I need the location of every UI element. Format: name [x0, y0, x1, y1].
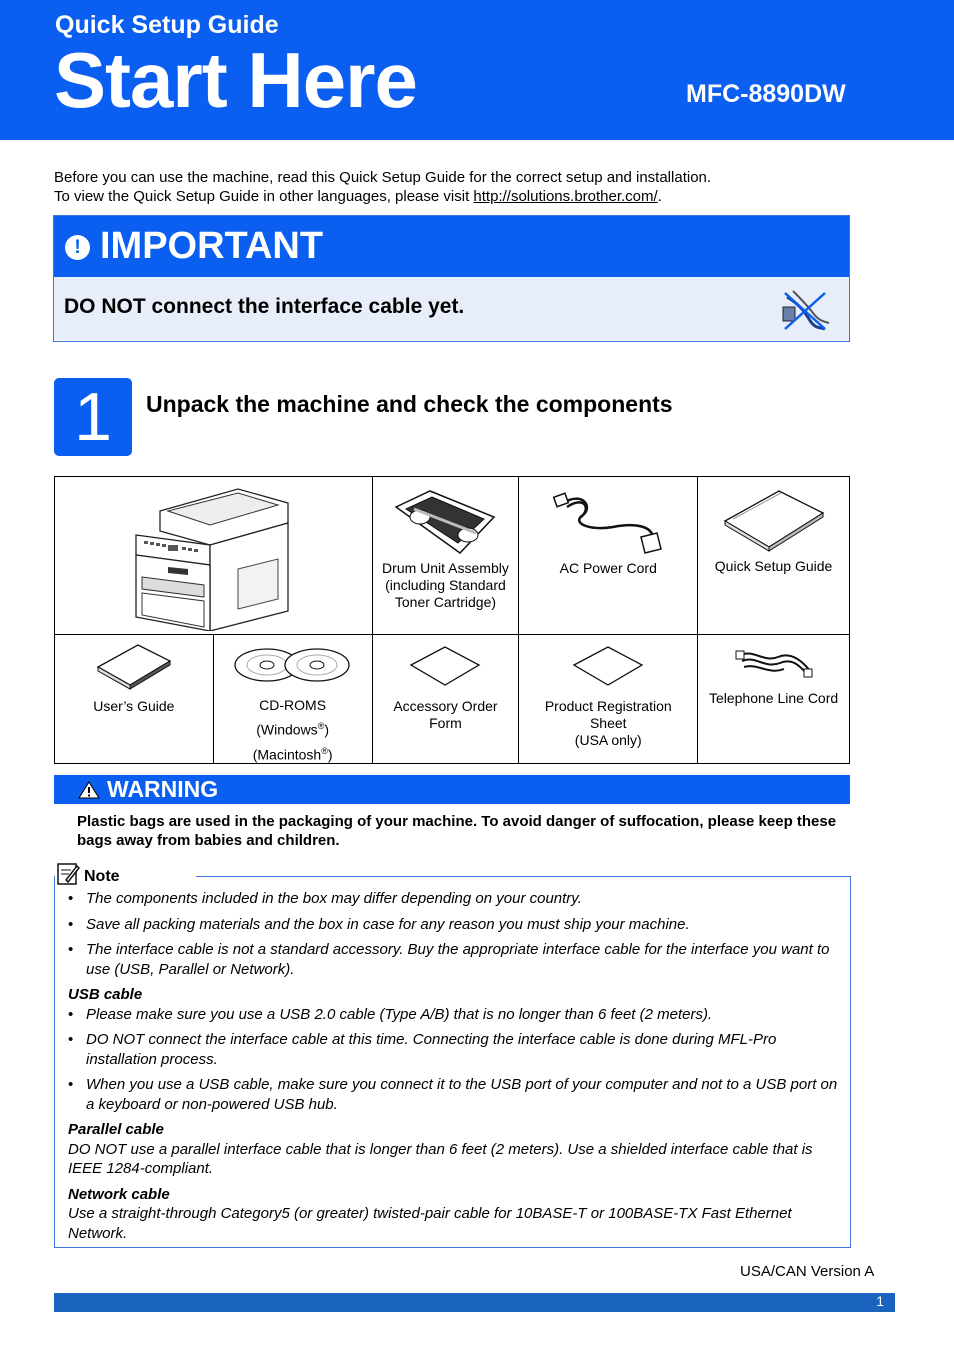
- important-title: IMPORTANT: [100, 225, 324, 267]
- sheet-icon: [405, 643, 485, 689]
- page-title: Start Here: [54, 36, 417, 124]
- component-telephone-cord: [698, 635, 850, 764]
- caption-text: ): [327, 746, 333, 763]
- warning-icon: [78, 781, 100, 799]
- parallel-text: DO NOT use a parallel interface cable that is longer than 6 feet (2 meters). Use a shielded interface cable that is IEEE 1284-compliant.: [68, 1140, 813, 1177]
- caption-line: Toner Cartridge): [394, 594, 497, 610]
- component-machine: [55, 477, 373, 635]
- power-cord-label: [519, 560, 697, 577]
- version-label: USA/CAN Version A: [740, 1263, 875, 1280]
- drum-unit-label: [373, 560, 519, 611]
- caption-text: (Windows: [256, 721, 318, 738]
- caption-line: (USA only): [574, 732, 642, 748]
- caption-line: Product Registration: [544, 698, 672, 714]
- component-power-cord: [519, 477, 698, 635]
- component-cd-roms: [213, 635, 372, 764]
- note-pencil-icon: [56, 862, 80, 886]
- network-heading: Network cable: [68, 1185, 170, 1203]
- footer-bar: [54, 1293, 895, 1312]
- caption-line: (including Standard: [385, 577, 506, 593]
- note-divider: [196, 876, 850, 877]
- intro-text: [54, 168, 711, 206]
- important-body: [54, 277, 849, 340]
- page-number: 1: [876, 1293, 884, 1309]
- booklet-icon: [94, 641, 174, 691]
- note-bullet: • Save all packing materials and the box in case for any reason you must ship your machine.: [68, 915, 838, 935]
- component-product-registration: [519, 635, 698, 764]
- caption-line: [214, 743, 372, 764]
- exclamation-icon: !: [65, 235, 90, 260]
- warning-text: Plastic bags are used in the packaging of your machine. To avoid danger of suffocation, please keep these bags away from babies and children.: [77, 813, 837, 849]
- note-content: [68, 889, 838, 1249]
- cd-roms-label: [214, 697, 372, 763]
- note-bullet: • When you use a USB cable, make sure you connect it to the USB port of your computer and not to a USB port on a keyboard or non-powered USB hub.: [68, 1075, 838, 1114]
- warning-title: WARNING: [107, 776, 219, 802]
- power-cord-icon: [553, 487, 663, 557]
- component-quick-setup-guide: [698, 477, 850, 635]
- product-registration-label: [519, 698, 697, 749]
- printer-icon: [128, 481, 298, 631]
- caption-line: CD-ROMS: [259, 697, 327, 713]
- caption-text: ): [324, 721, 329, 738]
- model-name: MFC-8890DW: [686, 80, 846, 108]
- warning-bar: [54, 775, 850, 804]
- telephone-cord-label: [698, 690, 849, 707]
- step-title: Unpack the machine and check the components: [146, 391, 673, 417]
- caption-line: Form: [429, 715, 462, 731]
- note-bullet: • DO NOT connect the interface cable at this time. Connecting the interface cable is done during MFL-Pro installation process.: [68, 1030, 838, 1069]
- caption-line: Telephone Line Cord: [708, 690, 839, 706]
- component-drum-unit: [372, 477, 519, 635]
- component-accessory-order-form: [372, 635, 519, 764]
- note-header: [56, 862, 126, 886]
- cd-rom-icon: [233, 645, 353, 685]
- caption-line: Drum Unit Assembly: [382, 560, 509, 576]
- no-cable-icon: [779, 287, 831, 331]
- header-subtitle: Quick Setup Guide: [55, 11, 279, 39]
- users-guide-label: [55, 698, 213, 715]
- caption-line: Sheet: [589, 715, 627, 731]
- intro-line-2-text: To view the Quick Setup Guide in other languages, please visit: [54, 188, 474, 205]
- note-bullet: • The components included in the box may differ depending on your country.: [68, 889, 838, 909]
- step-number: 1: [54, 378, 132, 456]
- caption-line: AC Power Cord: [559, 560, 657, 576]
- header-banner: [0, 0, 954, 140]
- solutions-link[interactable]: http://solutions.brother.com/: [473, 188, 658, 205]
- caption-line: Accessory Order: [393, 698, 498, 714]
- caption-line: User’s Guide: [93, 698, 175, 714]
- components-table: [54, 476, 850, 764]
- important-box: [53, 215, 850, 342]
- usb-heading: USB cable: [68, 986, 143, 1003]
- intro-line-2-end: .: [657, 188, 662, 205]
- note-title: Note: [84, 868, 120, 885]
- drum-unit-icon: [390, 487, 500, 557]
- caption-text: (Macintosh: [252, 746, 322, 763]
- quick-setup-guide-label: [698, 558, 849, 575]
- note-bullet: • Please make sure you use a USB 2.0 cable (Type A/B) that is no longer than 6 feet (2 meters).: [68, 1005, 838, 1025]
- registered-mark: ®: [317, 721, 325, 731]
- caption-line: [214, 718, 372, 739]
- component-users-guide: [55, 635, 214, 764]
- intro-line-1: Before you can use the machine, read this Quick Setup Guide for the correct setup and installation.: [54, 169, 712, 186]
- phone-cord-icon: [734, 645, 814, 681]
- parallel-heading: Parallel cable: [68, 1121, 164, 1138]
- caption-line: Quick Setup Guide: [714, 558, 833, 574]
- registered-mark: ®: [321, 745, 328, 756]
- important-message: DO NOT connect the interface cable yet.: [64, 295, 465, 318]
- booklet-icon: [719, 485, 829, 555]
- sheet-icon: [568, 643, 648, 689]
- accessory-order-form-label: [373, 698, 519, 732]
- important-bar: [54, 216, 849, 277]
- network-text: Use a straight-through Category5 (or greater) twisted-pair cable for 10BASE-T or 100BASE-TX Fast Ethernet Network.: [68, 1205, 792, 1242]
- note-bullet: • The interface cable is not a standard accessory. Buy the appropriate interface cable for the interface you want to use (USB, Parallel or Network).: [68, 940, 838, 979]
- intro-line-2: [54, 187, 711, 206]
